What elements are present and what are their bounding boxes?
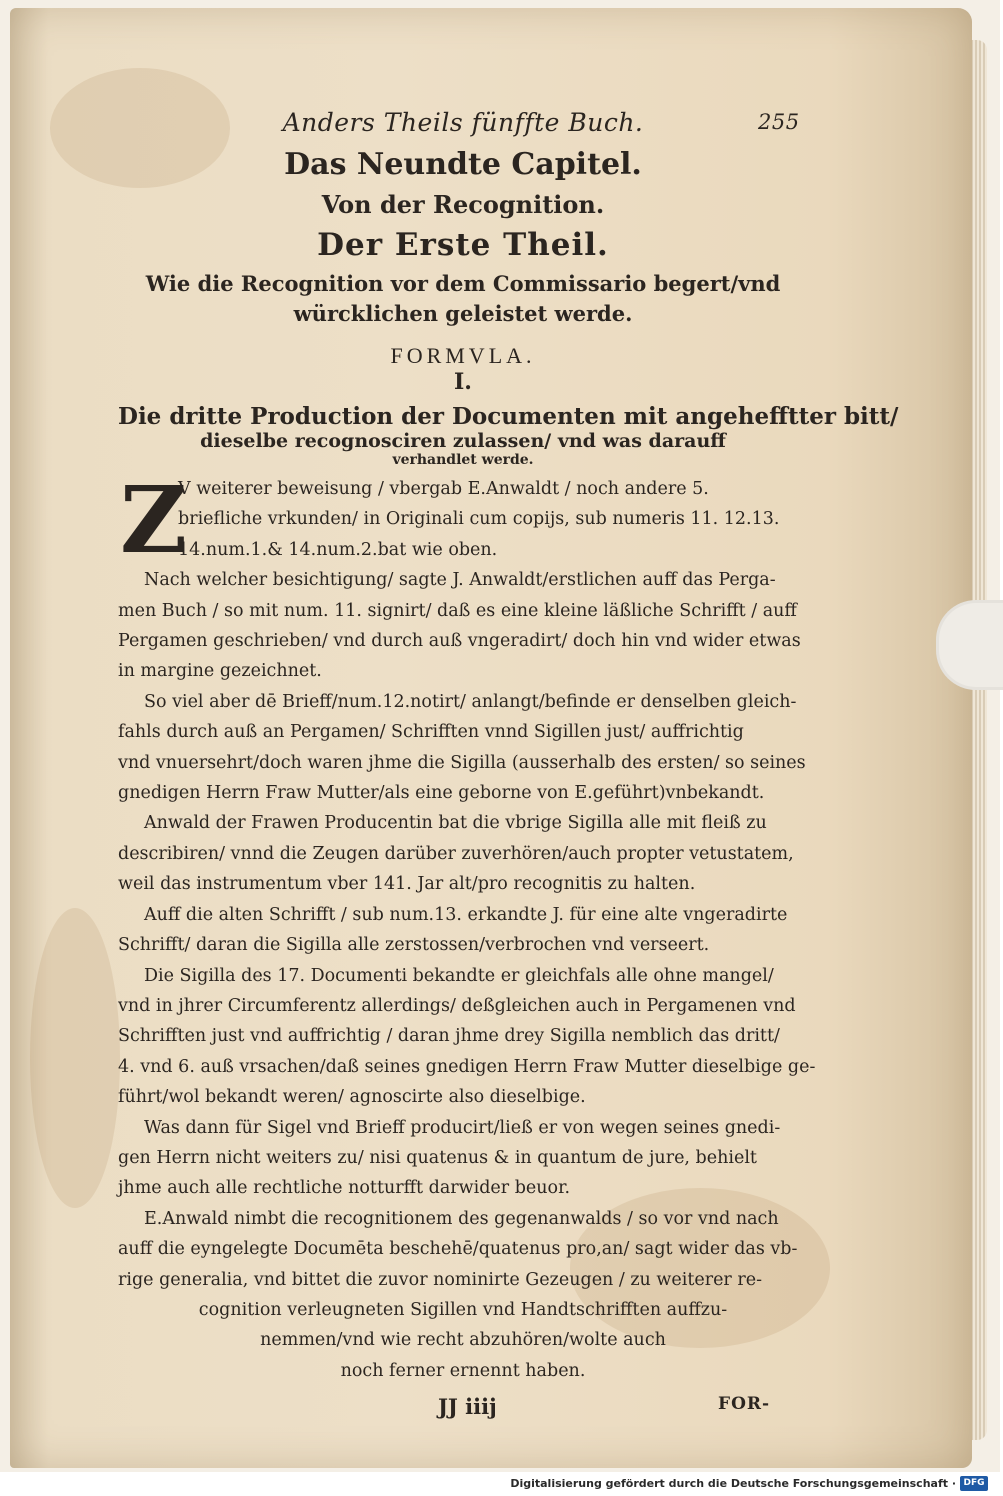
chapter-heading: Das Neundte Capitel. (284, 147, 642, 182)
page-number: 255 (758, 110, 800, 134)
credit-bar (0, 1472, 1000, 1496)
text-line: fahls durch auß an Pergamen/ Schrifften vnnd Sigillen just/ auffrichtig (118, 722, 744, 743)
running-head-title: Anders Theils fünffte Buch. (282, 108, 644, 137)
text-line: gen Herrn nicht weiters zu/ nisi quatenus & in quantum de jure, behielt (118, 1147, 757, 1168)
text-line: auff die eyngelegte Documēta beschehē/quatenus pro,an/ sagt wider das vb- (118, 1239, 798, 1260)
text-line: men Buch / so mit num. 11. signirt/ daß es eine kleine läßliche Schrifft / auff (118, 600, 797, 621)
description-line: Wie die Recognition vor dem Commissario begert/vnd (145, 271, 781, 296)
production-heading (118, 403, 899, 468)
text-line: Was dann für Sigel vnd Brieff producirt/ließ er von wegen seines gnedi- (144, 1117, 781, 1138)
subject-heading: Von der Recognition. (321, 190, 605, 219)
signature-mark: JJ iiij (438, 1394, 497, 1420)
formula-numeral: I. (454, 369, 472, 395)
production-line: dieselbe recognosciren zulassen/ vnd was darauff (200, 430, 726, 452)
body-lines (118, 565, 816, 1295)
text-line: cognition verleugneten Sigillen vnd Handtschrifften auffzu- (198, 1299, 728, 1320)
text-line: describiren/ vnnd die Zeugen darüber zuverhören/auch propter vetustatem, (118, 843, 794, 864)
paper-stain (30, 908, 120, 1208)
text-line: Auff die alten Schrifft / sub num.13. erkandte J. für eine alte vngeradirte (144, 904, 788, 925)
page-clip-tab (936, 600, 1003, 690)
credit-text: Digitalisierung gefördert durch die Deutsche Forschungsgemeinschaft · (510, 1477, 956, 1490)
text-line: noch ferner ernennt haben. (340, 1360, 586, 1381)
text-line: nemmen/vnd wie recht abzuhören/wolte auch (260, 1330, 666, 1351)
production-line: Die dritte Production der Documenten mit angehefftter bitt/ (118, 403, 899, 430)
text-line: führt/wol bekandt weren/ agnoscirte also dieselbige. (118, 1087, 586, 1108)
text-line: 4. vnd 6. auß vrsachen/daß seines gnedigen Herrn Fraw Mutter dieselbige ge- (118, 1056, 816, 1077)
page-text (118, 108, 899, 1426)
catchword: FOR- (718, 1394, 771, 1415)
text-line: Nach welcher besichtigung/ sagte J. Anwaldt/erstlichen auff das Perga- (144, 570, 776, 591)
text-line: vnd vnuersehrt/doch waren jhme die Sigilla (ausserhalb des ersten/ so seines (118, 752, 806, 773)
text-line: E.Anwald nimbt die recognitionem des gegenanwalds / so vor vnd nach (144, 1208, 779, 1229)
closing-lines (118, 1295, 808, 1386)
dfg-logo: DFG (960, 1476, 988, 1491)
body-text (118, 466, 816, 1386)
text-line: briefliche vrkunden/ in Originali cum copijs, sub numeris 11. 12.13. (178, 509, 780, 530)
text-line: weil das instrumentum vber 141. Jar alt/pro recognitis zu halten. (118, 874, 696, 895)
part-heading: Der Erste Theil. (317, 227, 609, 263)
text-line: Anwald der Frawen Producentin bat die vbrige Sigilla alle mit fleiß zu (144, 813, 767, 834)
text-line: Schrifften just vnd auffrichtig / daran jhme drey Sigilla nemblich das dritt/ (118, 1026, 780, 1047)
text-line: V weiterer beweisung / vbergab E.Anwaldt / noch andere 5. (178, 479, 709, 499)
running-head (118, 108, 808, 137)
text-line: jhme auch alle rechtliche notturfft darwider beuor. (118, 1178, 571, 1199)
drop-cap: Z (120, 466, 188, 574)
text-line: rige generalia, vnd bittet die zuvor nominirte Gezeugen / zu weiterer re- (118, 1269, 762, 1290)
text-line: Schrifft/ daran die Sigilla alle zerstossen/verbrochen vnd verseert. (118, 935, 710, 956)
text-line: So viel aber dē Brieff/num.12.notirt/ anlangt/befinde er denselben gleich- (144, 691, 797, 712)
text-line: gnedigen Herrn Fraw Mutter/als eine geborne von E.geführt)vnbekandt. (118, 783, 765, 804)
production-line: verhandlet werde. (392, 452, 534, 468)
text-line: in margine gezeichnet. (118, 661, 322, 682)
text-line: 14.num.1.& 14.num.2.bat wie oben. (178, 539, 498, 560)
first-paragraph (118, 466, 808, 574)
text-line: vnd in jhrer Circumferentz allerdings/ deßgleichen auch in Pergamenen vnd (118, 995, 796, 1016)
text-line: Die Sigilla des 17. Documenti bekandte er gleichfals alle ohne mangel/ (144, 965, 774, 986)
formula-heading: FORMVLA. (390, 343, 536, 368)
text-line: Pergamen geschrieben/ vnd durch auß vngeradirt/ doch hin vnd wider etwas (118, 631, 801, 652)
description-heading (118, 269, 808, 329)
description-line: würcklichen geleistet werde. (293, 301, 633, 326)
page-footer (118, 1394, 808, 1426)
